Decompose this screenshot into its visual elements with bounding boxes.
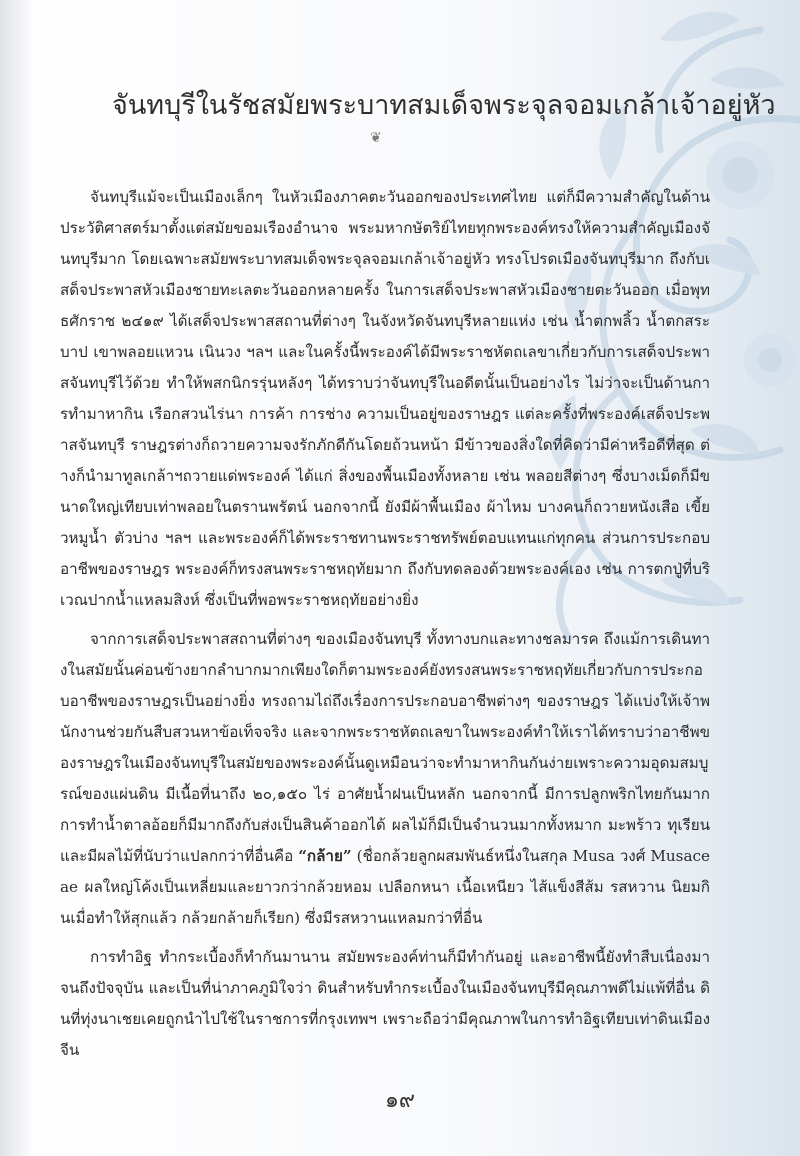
page-number: ๑๙ [384, 1088, 416, 1113]
page-title: จันทบุรีในรัชสมัยพระบาทสมเด็จพระจุลจอมเกล้าเจ้าอยู่หัว [112, 90, 776, 121]
page-spine-shadow [0, 0, 34, 1156]
body-text [60, 182, 710, 1074]
paragraph-3: การทำอิฐ ทำกระเบื้องก็ทำกันมานาน สมัยพระองค์ท่านก็มีทำกันอยู่ และอาชีพนี้ยังทำสืบเนื่องมาจนถึงปัจจุบัน และเป็นที่น่าภาคภูมิใจว่า ดินสำหรับทำกระเบื้องในเมืองจันทบุรีมีคุณภาพดีไม่แพ้ที่อื่น ดินที่ทุ่งนาเชยเคยถูกนำไปใช้ในราชการที่กรุงเทพฯ เพราะถือว่ามีคุณภาพในการทำอิฐเทียบเท่าดินเมืองจีน [60, 948, 710, 1059]
paragraph-1: จันทบุรีแม้จะเป็นเมืองเล็กๆ ในหัวเมืองภาคตะวันออกของประเทศไทย แต่ก็มีความสำคัญในด้านประวัติศาสตร์มาตั้งแต่สมัยขอมเรืองอำนาจ พระมหากษัตริย์ไทยทุกพระองค์ทรงให้ความสำคัญเมืองจันทบุรีมาก โดยเฉพาะสมัยพระบาทสมเด็จพระจุลจอมเกล้าเจ้าอยู่หัว ทรงโปรดเมืองจันทบุรีมาก ถึงกับเสด็จประพาสหัวเมืองชายทะเลตะวันออกหลายครั้ง ในการเสด็จประพาสหัวเมืองชายตะวันออก เมื่อพุทธศักราช ๒๔๑๙ ได้เสด็จประพาสสถานที่ต่างๆ ในจังหวัดจันทบุรีหลายแห่ง เช่น น้ำตกพลิ้ว น้ำตกสระบาป เขาพลอยแหวน เนินวง ฯลฯ และในครั้งนี้พระองค์ได้มีพระราชหัตถเลขาเกี่ยวกับการเสด็จประพาสจันทบุรีไว้ด้วย ทำให้พสกนิกรรุ่นหลังๆ ได้ทราบว่าจันทบุรีในอดีตนั้นเป็นอย่างไร ไม่ว่าจะเป็นด้านการทำมาหากิน เรือกสวนไร่นา การค้า การช่าง ความเป็นอยู่ของราษฎร แต่ละครั้งที่พระองค์เสด็จประพาสจันทบุรี ราษฎรต่างก็ถวายความจงรักภักดีกันโดยถ้วนหน้า มีข้าวของสิ่งใดที่คิดว่ามีค่าหรือดีที่สุด ต่างก็นำมาทูลเกล้าฯถวายแด่พระองค์ ได้แก่ สิ่งของพื้นเมืองทั้งหลาย เช่น พลอยสีต่างๆ ซึ่งบางเม็ดก็มีขนาดใหญ่เทียบเท่าพลอยในตรานพรัตน์ นอกจากนี้ ยังมีผ้าพื้นเมือง ผ้าไหม บางคนก็ถวายหนังเสือ เขี้ยวหมูน้ำ ตัวบ่าง ฯลฯ และพระองค์ก็ได้พระราชทานพระราชทรัพย์ตอบแทนแก่ทุกคน ส่วนการประกอบอาชีพของราษฎร พระองค์ก็ทรงสนพระราชหฤทัยมาก ถึงกับทดลองด้วยพระองค์เอง เช่น การตกปู่ที่บริเวณปากน้ำแหลมสิงห์ ซึ่งเป็นที่พอพระราชหฤทัยอย่างยิ่ง [60, 188, 710, 609]
title-flourish-icon: ❦ [370, 130, 382, 146]
paragraph-2-part-1: จากการเสด็จประพาสสถานที่ต่างๆ ของเมืองจันทบุรี ทั้งทางบกและทางชลมารค ถึงแม้การเดินทางในสมัยนั้นค่อนข้างยากลำบากมากเพียงใดก็ตามพระองค์ยังทรงสนพระราชหฤทัยเกี่ยวกับการประกอบอาชีพของราษฎรเป็นอย่างยิ่ง ทรงถามไถ่ถึงเรื่องการประกอบอาชีพต่างๆ ของราษฎร ได้แบ่งให้เจ้าพนักงานช่วยกันสืบสวนหาข้อเท็จจริง และจากพระราชหัตถเลขาในพระองค์ทำให้เราได้ทราบว่าอาชีพของราษฎรในเมืองจันทบุรีในสมัยของพระองค์นั้นดูเหมือนว่าจะทำมาหากินกันง่ายเพราะความอุดมสมบูรณ์ของแผ่นดิน มีเนื้อที่นาถึง ๒๐,๑๕๐ ไร่ อาศัยน้ำฝนเป็นหลัก นอกจากนี้ มีการปลูกพริกไทยกันมาก การทำน้ำตาลอ้อยก็มีมากถึงกับส่งเป็นสินค้าออกได้ ผลไม้ก็มีเป็นจำนวนมากทั้งหมาก มะพร้าว ทุเรียน และมีผลไม้ที่นับว่าแปลกกว่าที่อื่นคือ [60, 630, 710, 865]
paragraph-2-part-2: (ชื่อกล้วยลูกผสมพันธ์หนึ่งในสกุล Musa วงศ์ Musaceae ผลใหญ่โค้งเป็นเหลี่ยมและยาวกว่ากล้วยหอม เปลือกหนา เนื้อเหนียว ไส้แข็งสีส้ม รสหวาน นิยมกินเมื่อทำให้สุกแล้ว กล้วยกล้ายก็เรียก) ซึ่งมีรสหวานแหลมกว่าที่อื่น [60, 847, 710, 927]
paragraph-2-emphasis: “กล้าย” [298, 847, 352, 865]
paragraph-2 [60, 624, 710, 934]
